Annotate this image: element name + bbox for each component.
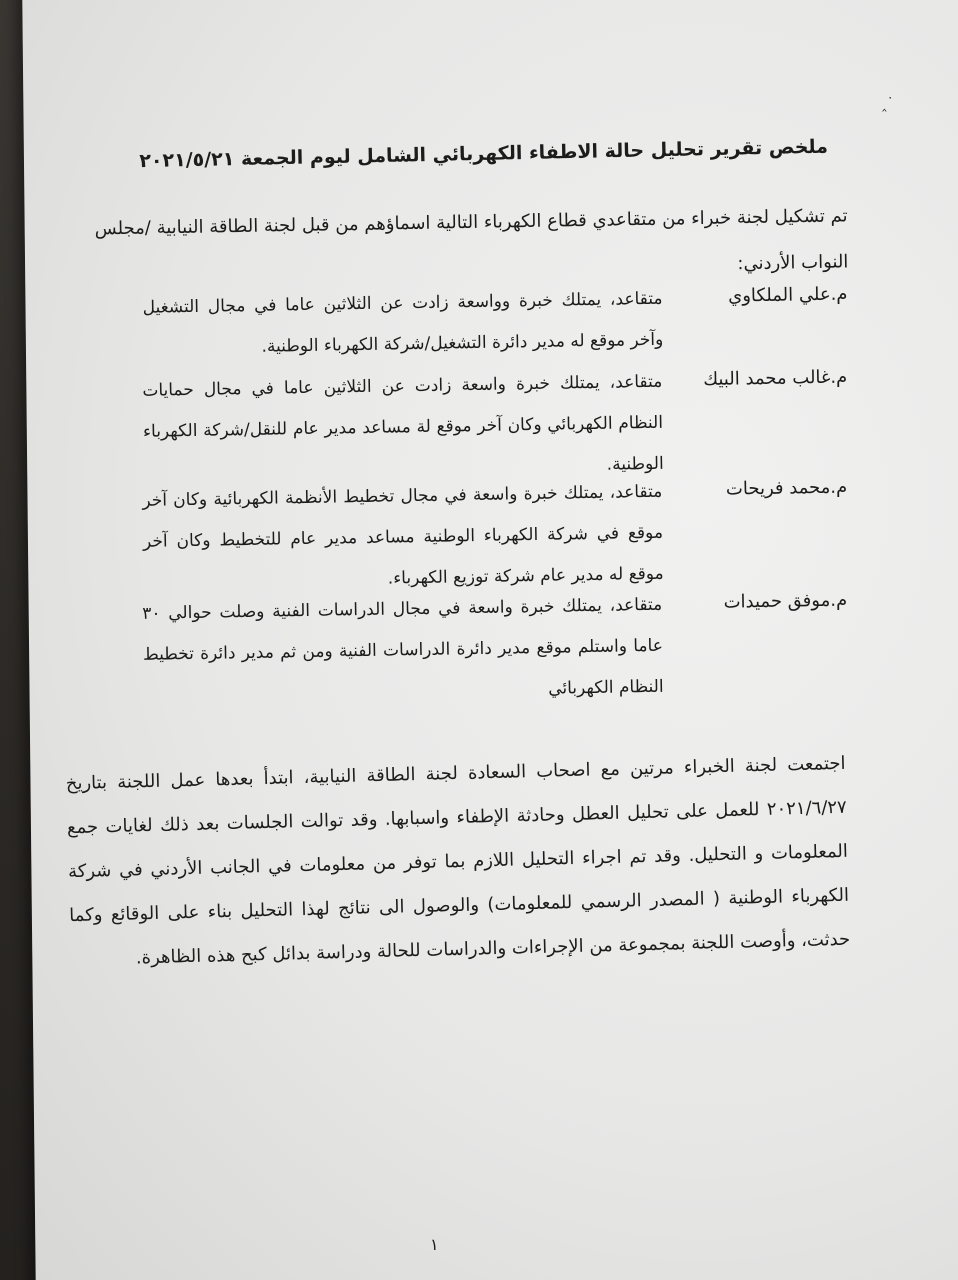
- member-name: م.غالب محمد البيك: [703, 366, 848, 391]
- body-paragraph: اجتمعت لجنة الخبراء مرتين مع اصحاب السعادة لجنة الطاقة النيابية، ابتدأ بعدها عمل اللجنة بتاريخ ٢٠٢١/٦/٢٧ للعمل على تحليل العطل وحادثة الإطفاء واسبابها. وقد توالت الجلسات بعد ذلك لغايات جمع المعلومات و التحليل. وقد تم اجراء التحليل اللازم بما توفر من معلومات في الجانب الأردني في شركة الكهرباء الوطنية ( المصدر الرسمي للمعلومات) والوصول الى نتائج لهذا التحليل بناء على الوقائع وكما حدثت، وأوصت اللجنة بمجموعة من الإجراءات والدراسات للحالة ودراسة بدائل كبح هذه الظاهرة.: [65, 752, 851, 969]
- corner-ink-mark: ˙‸: [882, 96, 894, 112]
- document-title: ملخص تقرير تحليل حالة الاطفاء الكهربائي الشامل ليوم الجمعة ٢٠٢١/٥/٢١: [139, 135, 829, 173]
- member-name: م.علي الملكاوي: [727, 283, 848, 307]
- intro-paragraph: تم تشكيل لجنة خبراء من متقاعدي قطاع الكهرباء التالية اسماؤهم من قبل لجنة الطاقة النيابية /مجلس النواب الأردني:: [94, 205, 849, 275]
- member-description: متقاعد، يمتلك خبرة وواسعة زادت عن الثلاثين عاما في مجال التشغيل وآخر موقع له مدير دائرة التشغيل/شركة الكهرباء الوطنية.: [142, 288, 664, 357]
- member-entry: [107, 469, 849, 602]
- member-description: متقاعد، يمتلك خبرة واسعة في مجال الدراسات الفنية وصلت حوالي ٣٠ عاما واستلم موقع مدير دائرة الدراسات الفنية ومن ثم مدير دائرة تخطيط النظام الكهربائي: [142, 594, 664, 699]
- member-description: متقاعد، يمتلك خبرة واسعة في مجال تخطيط الأنظمة الكهربائية وكان آخر موقع في شركة الكهرباء الوطنية مساعد مدير عام للتخطيط وكان آخر موقع له مدير عام شركة توزيع الكهرباء.: [142, 481, 664, 589]
- member-entry: [107, 582, 849, 725]
- page-number: ١: [430, 1235, 439, 1254]
- member-name: م.محمد فريحات: [725, 476, 848, 500]
- member-description: متقاعد، يمتلك خبرة واسعة زادت عن الثلاثين عاما في مجال حمايات النظام الكهربائي وكان آخر موقع لة مساعد مدير عام للنقل/شركة الكهرباء الوطنية.: [142, 371, 664, 475]
- member-name: م.موفق حميدات: [723, 589, 848, 613]
